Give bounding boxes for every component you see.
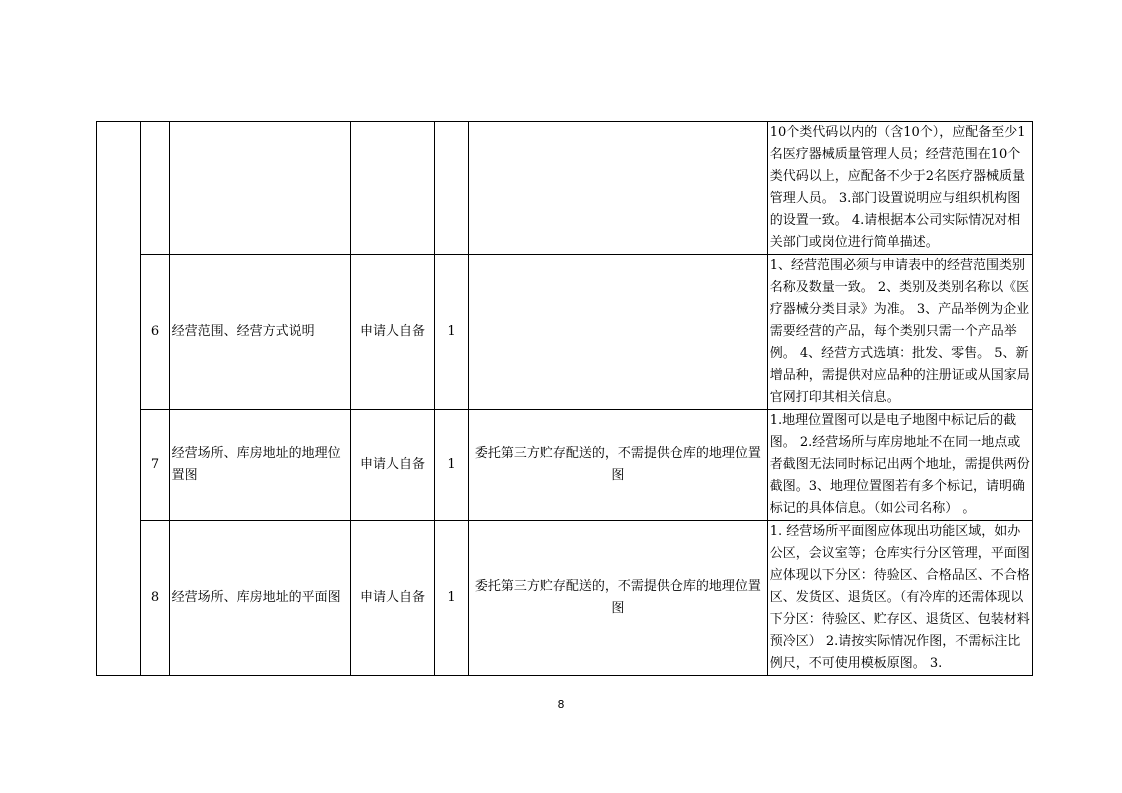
material-name bbox=[169, 122, 351, 255]
requirements-table bbox=[96, 121, 1033, 676]
material-source bbox=[351, 122, 435, 255]
material-source: 申请人自备 bbox=[351, 521, 435, 676]
material-name: 经营范围、经营方式说明 bbox=[169, 255, 351, 410]
table-row bbox=[97, 521, 1033, 676]
material-source: 申请人自备 bbox=[351, 255, 435, 410]
page-number: 8 bbox=[557, 698, 565, 711]
row-number bbox=[141, 122, 169, 255]
requirement-text: 10个类代码以内的（含10个），应配备至少1名医疗器械质量管理人员；经营范围在10个类代码以上，应配备不少于2名医疗器械质量管理人员。 3.部门设置说明应与组织机构图的设置一致。 4.请根据本公司实际情况对相关部门或岗位进行简单描述。 bbox=[767, 122, 1032, 255]
copy-count: 1 bbox=[434, 255, 468, 410]
table-row bbox=[97, 255, 1033, 410]
material-note: 委托第三方贮存配送的，不需提供仓库的地理位置图 bbox=[469, 521, 768, 676]
row-number: 6 bbox=[141, 255, 169, 410]
table-row bbox=[97, 410, 1033, 521]
material-source: 申请人自备 bbox=[351, 410, 435, 521]
material-note bbox=[469, 255, 768, 410]
copy-count: 1 bbox=[434, 410, 468, 521]
blank-cell bbox=[97, 122, 141, 676]
table-row bbox=[97, 122, 1033, 255]
copy-count bbox=[434, 122, 468, 255]
requirement-text: 1. 经营场所平面图应体现出功能区域，如办公区，会议室等；仓库实行分区管理，平面图应体现以下分区：待验区、合格品区、不合格区、发货区、退货区。（有冷库的还需体现以下分区：待验区、贮存区、退货区、包装材料预冷区） 2.请按实际情况作图，不需标注比例尺，不可使用模板原图。 3. bbox=[767, 521, 1032, 676]
copy-count: 1 bbox=[434, 521, 468, 676]
requirement-text: 1、经营范围必须与申请表中的经营范围类别名称及数量一致。 2、类别及类别名称以《医疗器械分类目录》为准。 3、产品举例为企业需要经营的产品，每个类别只需一个产品举例。 4、经营方式选填：批发、零售。 5、新增品种，需提供对应品种的注册证或从国家局官网打印其相关信息。 bbox=[767, 255, 1032, 410]
material-note bbox=[469, 122, 768, 255]
row-number: 8 bbox=[141, 521, 169, 676]
row-number: 7 bbox=[141, 410, 169, 521]
material-name: 经营场所、库房地址的地理位置图 bbox=[169, 410, 351, 521]
material-name: 经营场所、库房地址的平面图 bbox=[169, 521, 351, 676]
material-note: 委托第三方贮存配送的，不需提供仓库的地理位置图 bbox=[469, 410, 768, 521]
requirement-text: 1.地理位置图可以是电子地图中标记后的截图。 2.经营场所与库房地址不在同一地点或者截图无法同时标记出两个地址，需提供两份截图。3、地理位置图若有多个标记，请明确标记的具体信息。（如公司名称） 。 bbox=[767, 410, 1032, 521]
